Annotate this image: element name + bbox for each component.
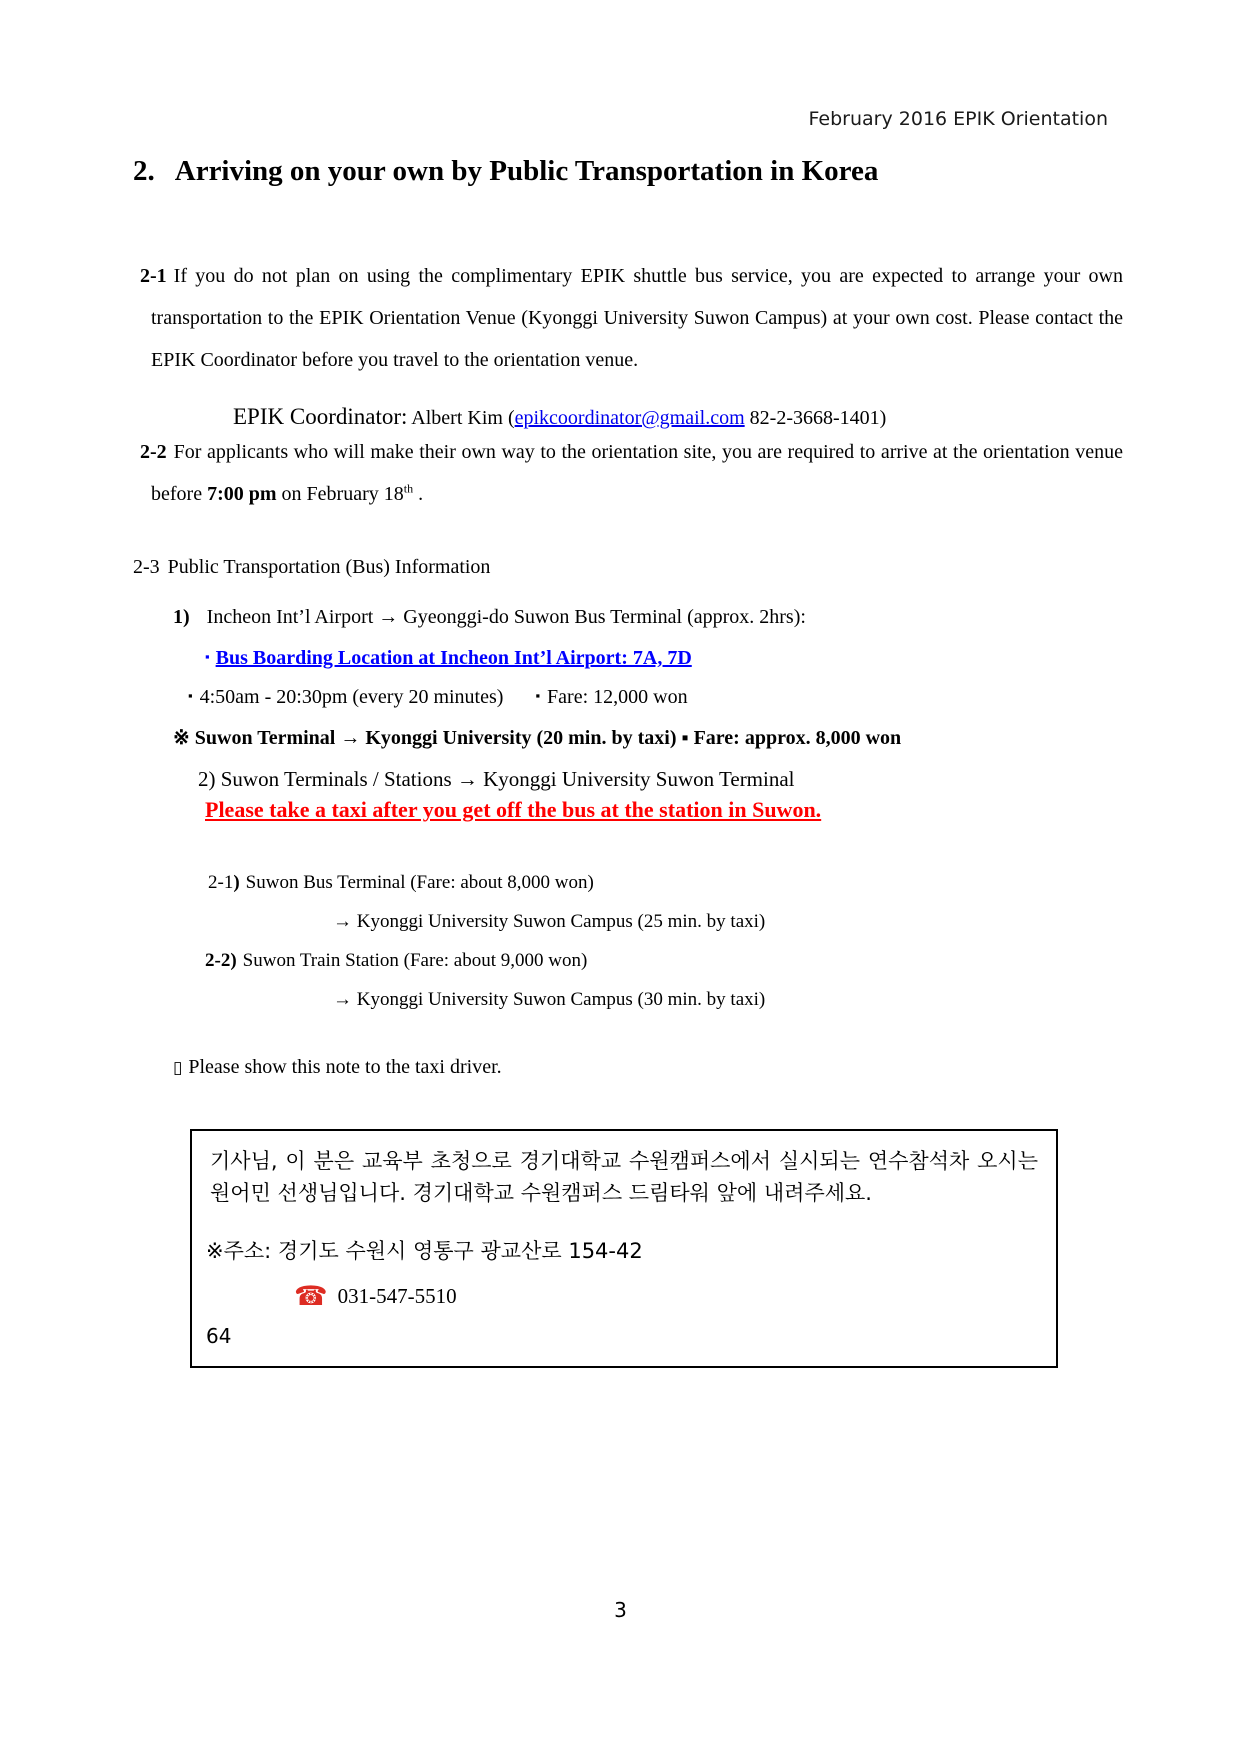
show-note-line — [173, 1056, 502, 1079]
phone-line — [294, 1281, 1056, 1312]
fare-text: Fare: 12,000 won — [547, 686, 688, 708]
paragraph-2-1-label: 2-1 — [140, 265, 167, 287]
telephone-icon: ☎ — [294, 1281, 328, 1312]
bus-boarding-line — [205, 647, 692, 670]
taxi-warning-text: Please take a taxi after you get off the bus at the station in Suwon. — [205, 797, 822, 822]
route-2-option-1-text: Suwon Bus Terminal (Fare: about 8,000 won) — [245, 872, 594, 893]
korean-address: ※주소: 경기도 수원시 영통구 광교산로 154-42 — [206, 1239, 643, 1263]
date-ordinal-suffix: th — [403, 481, 414, 496]
coordinator-email-link[interactable]: epikcoordinator@gmail.com — [514, 407, 745, 429]
route-2-option-1-label-num: 2-1 — [208, 872, 234, 893]
paragraph-2-2-text-before: For applicants who will make their own way to the orientation site, you are required to arrive at the orientation venue before — [151, 441, 1123, 505]
paragraph-2-2-text-mid: on February 18 — [276, 483, 404, 505]
korean-driver-message: 기사님, 이 분은 교육부 초청으로 경기대학교 수원캠퍼스에서 실시되는 연수참석차 오시는 원어민 선생님입니다. 경기대학교 수원캠퍼스 드림타워 앞에 내려주세요. — [210, 1149, 1038, 1205]
paragraph-2-2-label: 2-2 — [140, 441, 167, 463]
schedule-fare-line — [188, 686, 688, 709]
route-2-option-1-label — [208, 872, 240, 893]
coordinator-name: Albert Kim ( — [407, 407, 515, 429]
phone-number: 031-547-5510 — [337, 1284, 457, 1308]
coordinator-lead: EPIK Coordinator: — [233, 404, 408, 429]
fare-group — [535, 686, 687, 708]
route-2-option-1 — [208, 872, 594, 894]
section-title-number: 2. — [133, 155, 155, 187]
section-title-text: Arriving on your own by Public Transportation in Korea — [174, 155, 879, 187]
route-2-option-2 — [205, 950, 587, 972]
page-number: 3 — [614, 1598, 627, 1622]
show-note-text: Please show this note to the taxi driver. — [188, 1056, 502, 1078]
square-bullet-icon: ▪ — [205, 649, 210, 664]
page-header-text: February 2016 EPIK Orientation — [808, 108, 1108, 130]
box-footnote-number: 64 — [206, 1324, 232, 1348]
section-2-3-heading — [133, 556, 490, 579]
section-2-3-label: 2-3 — [133, 556, 160, 578]
route-2-heading: 2) Suwon Terminals / Stations → Kyonggi University Suwon Terminal — [198, 767, 795, 791]
coordinator-phone: 82-2-3668-1401) — [744, 407, 887, 429]
route-1-label: 1) — [173, 606, 190, 628]
paragraph-2-2 — [140, 431, 1123, 515]
deadline-time: 7:00 pm — [207, 483, 277, 505]
section-title — [133, 155, 878, 188]
square-bullet-icon: ▪ — [188, 688, 193, 703]
route-2-option-2-label: 2-2) — [205, 950, 237, 971]
suwon-terminal-note: ※ Suwon Terminal → Kyonggi University (20 min. by taxi) ▪ Fare: approx. 8,000 won — [173, 727, 902, 749]
rectangle-bullet-icon: ▯ — [173, 1058, 183, 1078]
paragraph-2-2-text-end: . — [413, 483, 424, 505]
paragraph-2-1 — [140, 255, 1123, 381]
schedule-text: 4:50am - 20:30pm (every 20 minutes) — [199, 686, 504, 708]
square-bullet-icon: ▪ — [535, 688, 541, 703]
coordinator-line — [233, 404, 886, 430]
route-1-line — [173, 606, 806, 629]
route-2-option-1-label-paren: ) — [233, 872, 240, 893]
bus-boarding-link[interactable]: Bus Boarding Location at Incheon Int’l Airport: 7A, 7D — [215, 647, 692, 669]
paragraph-2-1-text: If you do not plan on using the complimentary EPIK shuttle bus service, you are expected to arrange your own transportation to the EPIK Orientation Venue (Kyonggi University Suwon Campus) at your own cost. Please contact the EPIK Coordinator before you travel to the orientation venue. — [151, 265, 1123, 371]
route-2-option-1-destination: → Kyonggi University Suwon Campus (25 min. by taxi) — [333, 911, 766, 932]
route-2-option-2-destination: → Kyonggi University Suwon Campus (30 min. by taxi) — [333, 989, 766, 1010]
section-2-3-text: Public Transportation (Bus) Information — [167, 556, 491, 578]
route-2-option-2-text: Suwon Train Station (Fare: about 9,000 won) — [242, 950, 588, 971]
route-1-text: Incheon Int’l Airport → Gyeonggi-do Suwon Bus Terminal (approx. 2hrs): — [206, 606, 806, 628]
taxi-driver-note-box — [190, 1129, 1058, 1368]
